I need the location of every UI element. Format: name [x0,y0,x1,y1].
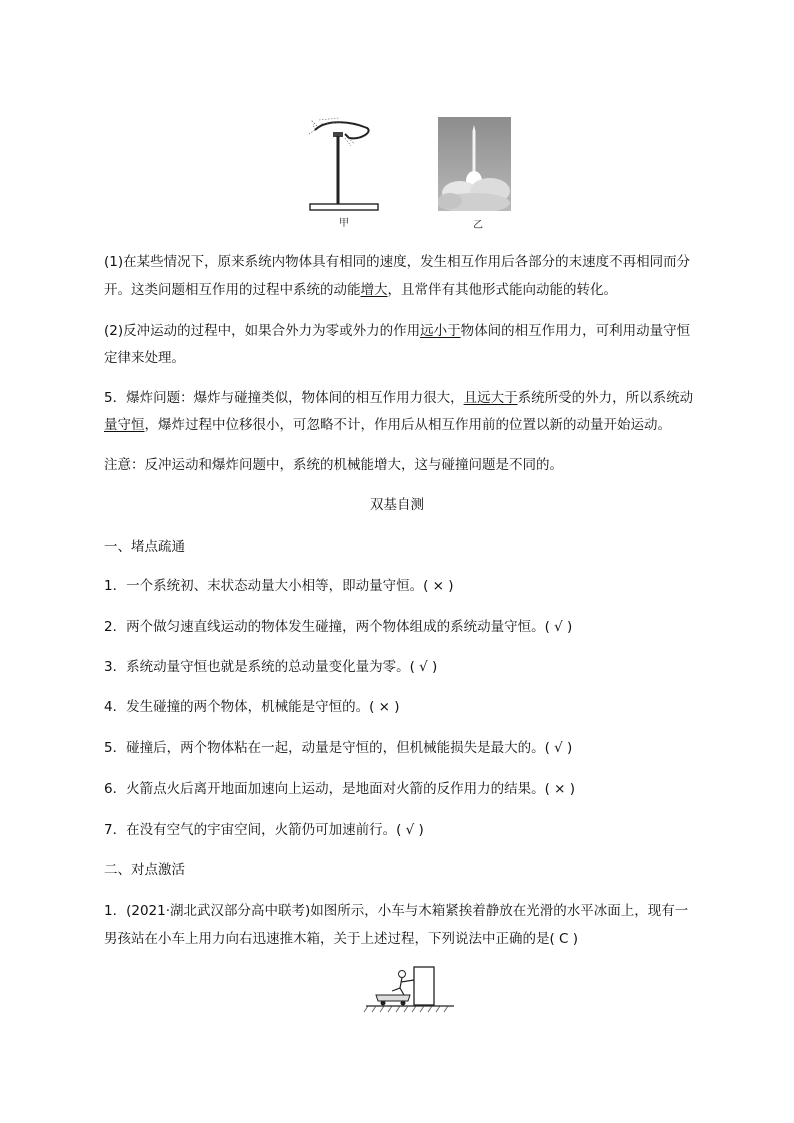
figure-caption-jia: 甲 [339,218,349,229]
cart-box-figure [362,963,458,1015]
para1-line1: (1)在某些情况下，原来系统内物体具有相同的速度，发生相互作用后各部分的末速度不再相同而分 [104,254,691,270]
para2-line2: 定律来处理。 [104,350,185,366]
list-item: 5．碰撞后，两个物体粘在一起，动量是守恒的，但机械能损失是最大的。( √ ) [104,740,573,756]
list-item: 1．一个系统初、末状态动量大小相等，即动量守恒。( × ) [104,578,454,594]
para2-line1 [104,321,690,341]
para3-line1 [104,388,693,408]
sprinkler-figure [305,112,385,220]
list-item: 7．在没有空气的宇宙空间，火箭仍可加速前行。( √ ) [104,822,424,838]
para3-answer-2: 量守恒 [104,417,145,433]
list-item: 6．火箭点火后离开地面加速向上运动，是地面对火箭的反作用力的结果。( × ) [104,781,576,797]
question1-line1: 1．(2021·湖北武汉部分高中联考)如图所示，小车与木箱紧挨着静放在光滑的水平冰面上，现有一 [104,903,689,919]
para1-answer: 增大 [360,282,388,298]
para2-answer: 远小于 [420,323,461,339]
note: 注意：反冲运动和爆炸问题中，系统的机械能增大，这与碰撞问题是不同的。 [104,457,563,473]
part1-title: 一、堵点疏通 [104,539,185,555]
question1-line2: 男孩站在小车上用力向右迅速推木箱，关于上述过程，下列说法中正确的是( C ) [104,931,579,947]
para3-text-a: 5．爆炸问题：爆炸与碰撞类似，物体间的相互作用力很大， [104,390,464,406]
para2-text-a: (2)反冲运动的过程中，如果合外力为零或外力的作用 [104,323,421,339]
para3-answer-1: 且远大于 [463,390,518,406]
list-item: 3．系统动量守恒也就是系统的总动量变化量为零。( √ ) [104,659,438,675]
para1-text-b: ，且常伴有其他形式能向动能的转化。 [387,282,617,298]
part2-title: 二、对点激活 [104,862,185,878]
figure-caption-yi: 乙 [473,220,483,231]
para1-text-a: 开。这类问题相互作用的过程中系统的动能 [104,282,361,298]
para3-line2 [104,415,671,435]
list-item: 2．两个做匀速直线运动的物体发生碰撞，两个物体组成的系统动量守恒。( √ ) [104,619,573,635]
section-title: 双基自测 [370,497,424,513]
para3-text-b: 系统所受的外力，所以系统动 [517,390,694,406]
para2-text-b: 物体间的相互作用力，可利用动量守恒 [460,323,691,339]
list-item: 4．发生碰撞的两个物体，机械能是守恒的。( × ) [104,699,400,715]
para1-line2 [104,280,617,300]
para3-text-c: ，爆炸过程中位移很小，可忽略不计，作用后从相互作用前的位置以新的动量开始运动。 [144,417,671,433]
rocket-photo [438,117,511,211]
